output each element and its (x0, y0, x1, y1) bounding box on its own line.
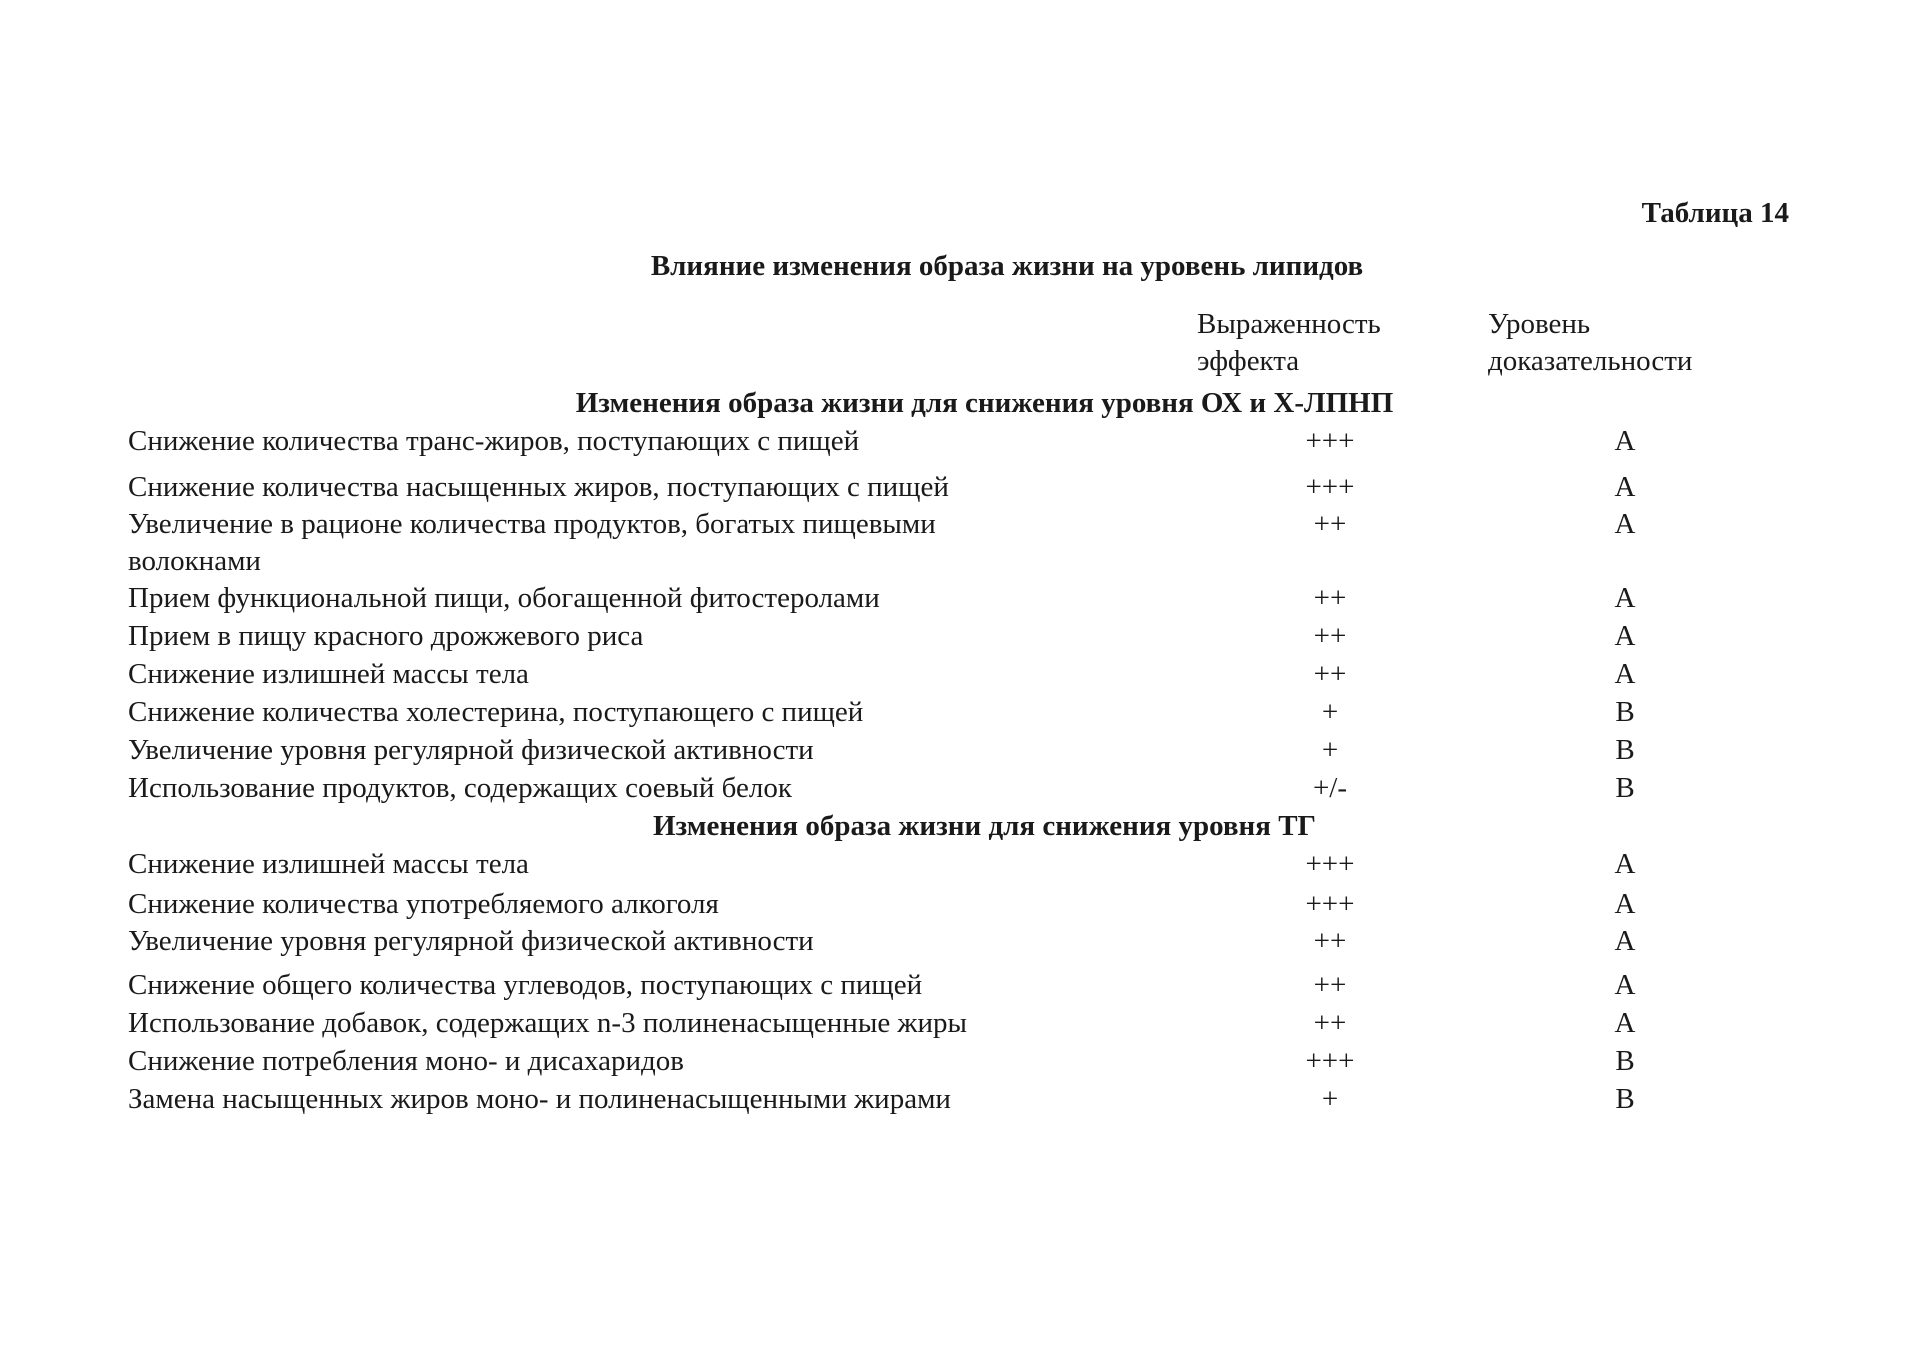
row-evidence-level: B (1615, 696, 1635, 728)
table-number: Таблица 14 (1641, 197, 1789, 229)
row-description: Снижение количества употребляемого алкоголя (128, 888, 719, 920)
row-effect: + (1321, 1083, 1339, 1115)
header-evidence-line-2: доказательности (1488, 345, 1693, 377)
row-evidence-level: B (1615, 734, 1635, 766)
row-description: Снижение излишней массы тела (128, 658, 529, 690)
section-title: Изменения образа жизни для снижения уровня ОХ и Х-ЛПНП (575, 387, 1394, 419)
row-effect: +++ (1305, 1045, 1355, 1077)
row-effect: ++ (1313, 508, 1347, 540)
section-title: Изменения образа жизни для снижения уровня ТГ (652, 810, 1316, 842)
row-description: Снижение потребления моно- и дисахаридов (128, 1045, 684, 1077)
header-effect-line-1: Выраженность (1197, 308, 1381, 340)
row-description: Снижение излишней массы тела (128, 848, 529, 880)
row-description-line: Увеличение в рационе количества продуктов, богатых пищевыми (128, 508, 936, 540)
row-effect: + (1321, 734, 1339, 766)
row-effect: +++ (1305, 425, 1355, 457)
row-evidence-level: A (1614, 1007, 1636, 1039)
row-evidence-level: B (1615, 1045, 1635, 1077)
row-description: Снижение количества холестерина, поступающего с пищей (128, 696, 864, 728)
row-evidence-level: A (1614, 848, 1636, 880)
row-description: Снижение количества транс-жиров, поступающих с пищей (128, 425, 860, 457)
row-description-line: волокнами (128, 545, 261, 577)
row-effect: ++ (1313, 620, 1347, 652)
row-effect: ++ (1313, 1007, 1347, 1039)
table-title: Влияние изменения образа жизни на уровень липидов (650, 250, 1364, 282)
row-evidence-level: A (1614, 582, 1636, 614)
row-evidence-level: A (1614, 425, 1636, 457)
row-effect: +++ (1305, 848, 1355, 880)
row-description: Использование продуктов, содержащих соевый белок (128, 772, 792, 804)
row-effect: ++ (1313, 658, 1347, 690)
row-description: Увеличение уровня регулярной физической активности (128, 925, 814, 957)
row-description: Прием функциональной пищи, обогащенной фитостеролами (128, 582, 880, 614)
row-evidence-level: A (1614, 888, 1636, 920)
row-effect: ++ (1313, 925, 1347, 957)
row-description: Использование добавок, содержащих n-3 полиненасыщенные жиры (128, 1007, 967, 1039)
row-evidence-level: A (1614, 620, 1636, 652)
header-evidence (1488, 306, 1692, 380)
row-evidence-level: B (1615, 1083, 1635, 1115)
header-effect-line-2: эффекта (1197, 345, 1300, 377)
row-description: Снижение общего количества углеводов, поступающих с пищей (128, 969, 923, 1001)
row-evidence-level: A (1614, 658, 1636, 690)
row-description (128, 506, 1068, 580)
row-effect: +++ (1305, 888, 1355, 920)
row-description: Снижение количества насыщенных жиров, поступающих с пищей (128, 471, 949, 503)
row-effect: +/- (1312, 772, 1348, 804)
row-effect: +++ (1305, 471, 1355, 503)
row-evidence-level: B (1615, 772, 1635, 804)
row-description: Увеличение уровня регулярной физической активности (128, 734, 814, 766)
row-evidence-level: A (1614, 925, 1636, 957)
row-evidence-level: A (1614, 969, 1636, 1001)
row-evidence-level: A (1614, 471, 1636, 503)
row-description: Замена насыщенных жиров моно- и полиненасыщенными жирами (128, 1083, 951, 1115)
row-evidence-level: A (1614, 508, 1636, 540)
header-effect (1197, 306, 1381, 380)
row-effect: ++ (1313, 969, 1347, 1001)
row-description: Прием в пищу красного дрожжевого риса (128, 620, 644, 652)
header-evidence-line-1: Уровень (1488, 308, 1591, 340)
row-effect: + (1321, 696, 1339, 728)
row-effect: ++ (1313, 582, 1347, 614)
